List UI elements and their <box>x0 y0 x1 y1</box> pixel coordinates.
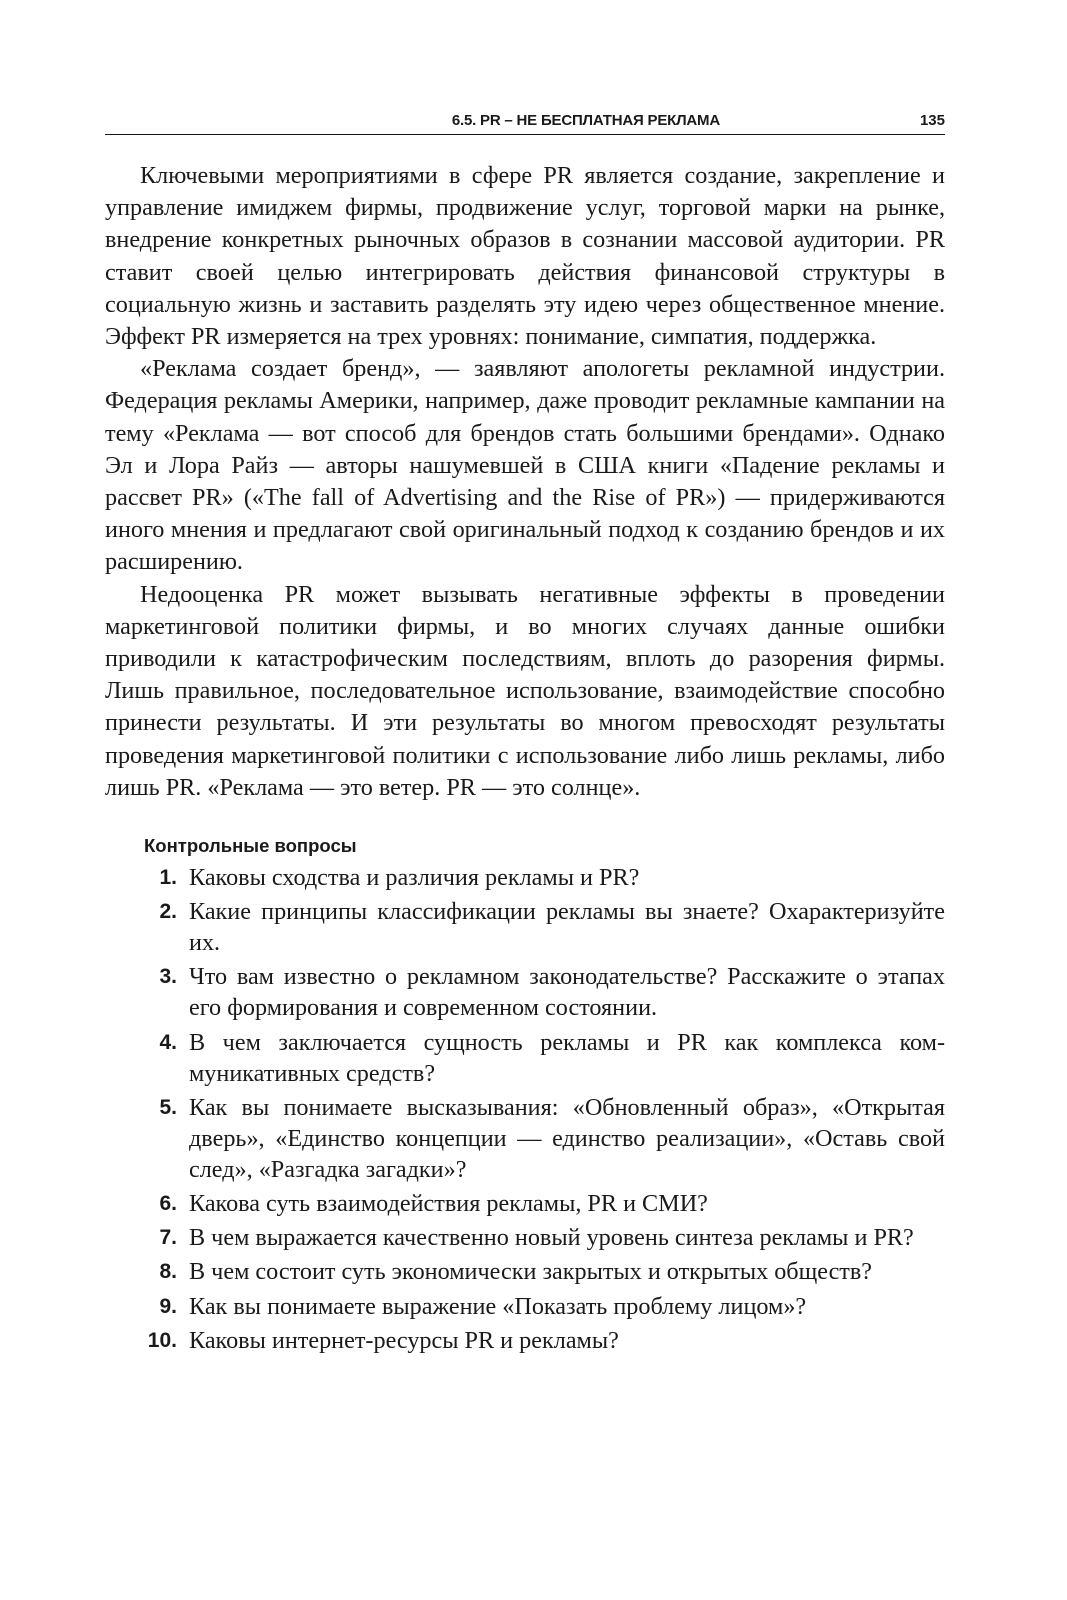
section-title: Контрольные вопросы <box>144 835 357 857</box>
question-text: Каковы интернет-ресурсы PR и рекламы? <box>189 1326 619 1354</box>
question-number: 9. <box>159 1294 177 1318</box>
list-item <box>105 862 945 893</box>
question-text: В чем заключается сущность рекламы и PR как комплекса коммуникативных средств? <box>189 1028 945 1087</box>
page-body <box>105 160 945 1359</box>
question-number: 8. <box>159 1260 177 1284</box>
question-text: Каковы сходства и различия рекламы и PR? <box>189 864 640 892</box>
list-item <box>105 1325 945 1356</box>
page-header <box>105 104 945 135</box>
question-number: 10. <box>147 1328 177 1352</box>
question-text: Как вы понимаете высказывания: «Обновленный образ», «Открытая дверь», «Единство концепции — единство реализации», «Оставь свой след», «Разгадка загадки»? <box>189 1093 945 1183</box>
list-item <box>105 1291 945 1322</box>
question-text: Какие принципы классификации рекламы вы знаете? Охарактеризуйте их. <box>189 898 945 957</box>
question-text: Как вы понимаете выражение «Показать проблему лицом»? <box>189 1292 807 1320</box>
list-item <box>105 896 945 958</box>
question-number: 4. <box>159 1030 177 1054</box>
question-number: 3. <box>159 965 177 989</box>
list-item <box>105 961 945 1023</box>
running-head: 6.5. PR – НЕ БЕСПЛАТНАЯ РЕКЛАМА <box>451 112 720 129</box>
page-number: 135 <box>919 112 945 129</box>
question-number: 6. <box>159 1192 177 1215</box>
list-item <box>105 1256 945 1287</box>
list-item <box>105 1222 945 1253</box>
question-text: Что вам известно о рекламном законодательстве? Расскажите о этапах его формирования и современном состоянии. <box>189 963 945 1022</box>
body-paragraph: Ключевыми мероприятиями в сфере PR является создание, закрепление и управление имиджем фирмы, продвижение услуг, торговой марки на рынке, внедрение конкретных рыночных образов в сознании массовой аудитории. PR ставит своей целью интегрировать действия финансовой структуры в социальную жизнь и заставить разделять эту идею через общественное мнение. Эффект PR измеряется на трех уровнях: понимание, симпатия, поддержка. <box>105 162 945 351</box>
list-item <box>105 1027 945 1089</box>
question-number: 1. <box>159 866 177 890</box>
question-number: 5. <box>159 1095 177 1119</box>
body-paragraph: «Реклама создает бренд», — заявляют апологеты рекламной индустрии. Федерация рекламы Америки, например, даже проводит рекламные кампании на тему «Реклама — вот способ для брендов стать большими брендами». Однако Эл и Лора Райз — авторы нашумевшей в США книги «Падение рекламы и рассвет PR» («The fall of Advertising and the Rise of PR») — придерживаются иного мнения и предлагают свой оригинальный подход к созданию брендов и их расширению. <box>105 355 945 576</box>
list-item <box>105 1188 945 1219</box>
list-item <box>105 1092 945 1185</box>
body-paragraph: Недооценка PR может вызывать негативные эффекты в проведении маркетинговой политики фирмы, и во многих случаях данные ошибки приводили к катастрофическим последствиям, вплоть до разорения фирмы. Лишь правильное, последовательное использование, взаимодействие способно принести результаты. И эти результаты во многом превосходят результаты проведения маркетинговой политики с использование либо лишь рекламы, либо лишь PR. «Реклама — это ветер. PR — это солнце». <box>105 580 945 801</box>
question-number: 2. <box>159 900 177 924</box>
question-text: В чем выражается качественно новый уровень синтеза рекламы и PR? <box>189 1224 914 1252</box>
question-text: Какова суть взаимодействия рекламы, PR и СМИ? <box>189 1190 708 1217</box>
question-number: 7. <box>159 1226 177 1250</box>
questions-list <box>105 862 945 1356</box>
question-text: В чем состоит суть экономически закрытых и открытых обществ? <box>189 1258 873 1286</box>
